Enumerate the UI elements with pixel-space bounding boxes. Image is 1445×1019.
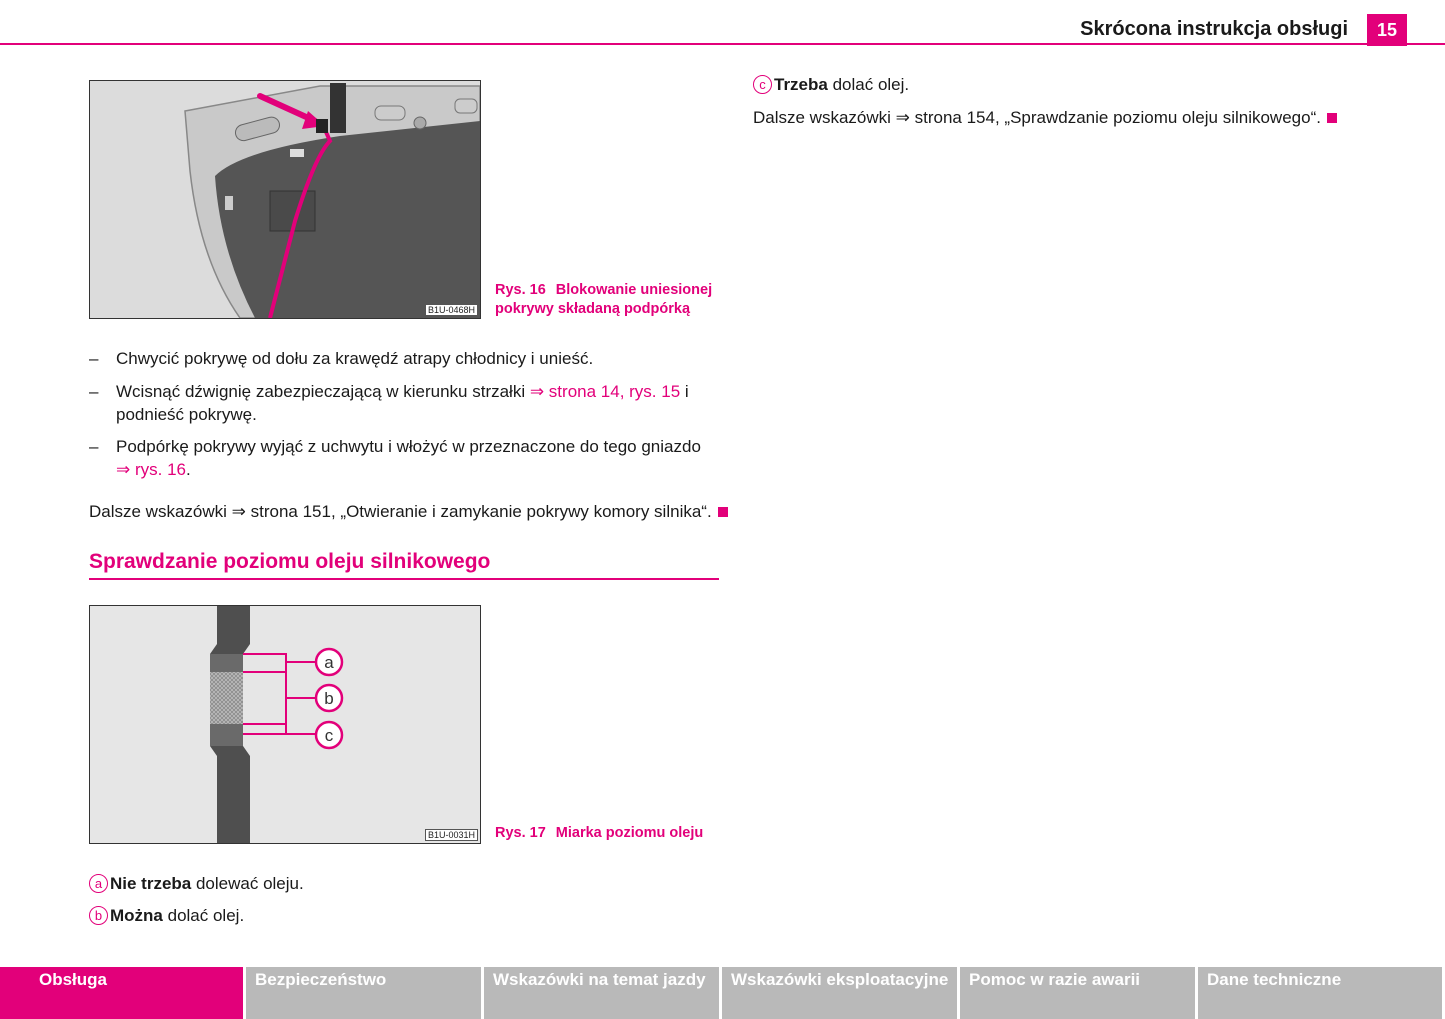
section-rule bbox=[89, 578, 719, 580]
figure-16-caption-number: Rys. 16 bbox=[495, 282, 546, 298]
step-body bbox=[116, 380, 689, 426]
tab-wskazowki-jazdy[interactable]: Wskazówki na temat jazdy bbox=[484, 967, 719, 1019]
step-body bbox=[116, 435, 701, 481]
step-text-line2: podnieść pokrywę. bbox=[116, 405, 257, 424]
tab-dane-techniczne[interactable]: Dane techniczne bbox=[1198, 967, 1442, 1019]
dipstick-marker-c: c bbox=[324, 726, 334, 745]
tab-pomoc-awarii[interactable]: Pomoc w razie awarii bbox=[960, 967, 1195, 1019]
figure-16-image bbox=[89, 80, 481, 319]
item-text: dolać olej. bbox=[827, 75, 910, 94]
tab-obsluga[interactable]: Obsługa bbox=[0, 967, 243, 1019]
hood-prop-illustration bbox=[90, 81, 480, 318]
page-number: 15 bbox=[1367, 14, 1407, 46]
dipstick-illustration bbox=[90, 606, 480, 843]
step-dash: – bbox=[89, 349, 99, 368]
item-text: dolać olej. bbox=[162, 906, 245, 925]
tab-bezpieczenstwo[interactable]: Bezpieczeństwo bbox=[246, 967, 481, 1019]
arrow-icon: ⇒ bbox=[231, 502, 246, 521]
step-text-suffix: . bbox=[185, 460, 191, 479]
step-dash: – bbox=[89, 382, 99, 401]
figure-17-image bbox=[89, 605, 481, 844]
note-text: strona 151, „Otwieranie i zamykanie pokrywy komory silnika“. bbox=[245, 502, 712, 521]
figure-17-code: B1U-0031H bbox=[425, 829, 478, 841]
marker-b-icon: b bbox=[89, 906, 108, 925]
figure-17-caption-text: Miarka poziomu oleju bbox=[555, 825, 704, 841]
step-text-suffix: i bbox=[680, 382, 689, 401]
item-bold: Trzeba bbox=[774, 75, 828, 94]
section-end-icon bbox=[718, 507, 728, 517]
dipstick-marker-b: b bbox=[324, 689, 334, 708]
further-info-note bbox=[89, 500, 729, 523]
item-bold: Nie trzeba bbox=[110, 874, 192, 893]
note-text: strona 154, „Sprawdzanie poziomu oleju silnikowego“. bbox=[909, 108, 1321, 127]
tab-wskazowki-eksploatacyjne[interactable]: Wskazówki eksploatacyjne bbox=[722, 967, 957, 1019]
figure-16-code: B1U-0468H bbox=[425, 304, 478, 316]
step-text: Chwycić pokrywę od dołu za krawędź atrapy chłodnicy i unieść. bbox=[116, 349, 594, 368]
marker-c-icon: c bbox=[753, 75, 772, 94]
step-text: Wcisnąć dźwignię zabezpieczającą w kierunku strzałki bbox=[116, 382, 530, 401]
header-rule bbox=[0, 43, 1445, 45]
step-text: Podpórkę pokrywy wyjąć z uchwytu i włożyć w przeznaczone do tego gniazdo bbox=[116, 437, 701, 456]
arrow-icon: ⇒ bbox=[895, 108, 910, 127]
marker-a-icon: a bbox=[89, 874, 108, 893]
note-prefix: Dalsze wskazówki bbox=[89, 502, 232, 521]
oil-level-item bbox=[89, 904, 244, 927]
note-prefix: Dalsze wskazówki bbox=[753, 108, 896, 127]
header-title: Skrócona instrukcja obsługi bbox=[1080, 18, 1348, 40]
footer-navigation bbox=[0, 967, 1445, 1019]
oil-level-item bbox=[753, 73, 909, 96]
section-title: Sprawdzanie poziomu oleju silnikowego bbox=[89, 550, 491, 573]
figure-17-caption bbox=[495, 824, 725, 843]
item-bold: Można bbox=[110, 906, 163, 925]
dipstick-marker-a: a bbox=[324, 653, 334, 672]
page-reference-link[interactable]: ⇒ strona 14, rys. 15 bbox=[529, 382, 681, 401]
item-text: dolewać oleju. bbox=[191, 874, 304, 893]
section-end-icon bbox=[1327, 113, 1337, 123]
figure-17-caption-number: Rys. 17 bbox=[495, 825, 546, 841]
further-info-note bbox=[753, 106, 1393, 129]
figure-16-caption-line1: Blokowanie uniesionej bbox=[555, 282, 713, 298]
figure-16-caption-line2: pokrywy składaną podpórką bbox=[495, 301, 691, 317]
figure-reference-link[interactable]: ⇒ rys. 16 bbox=[116, 460, 186, 479]
figure-16-caption bbox=[495, 281, 725, 319]
oil-level-item bbox=[89, 872, 304, 895]
step-dash: – bbox=[89, 437, 99, 456]
